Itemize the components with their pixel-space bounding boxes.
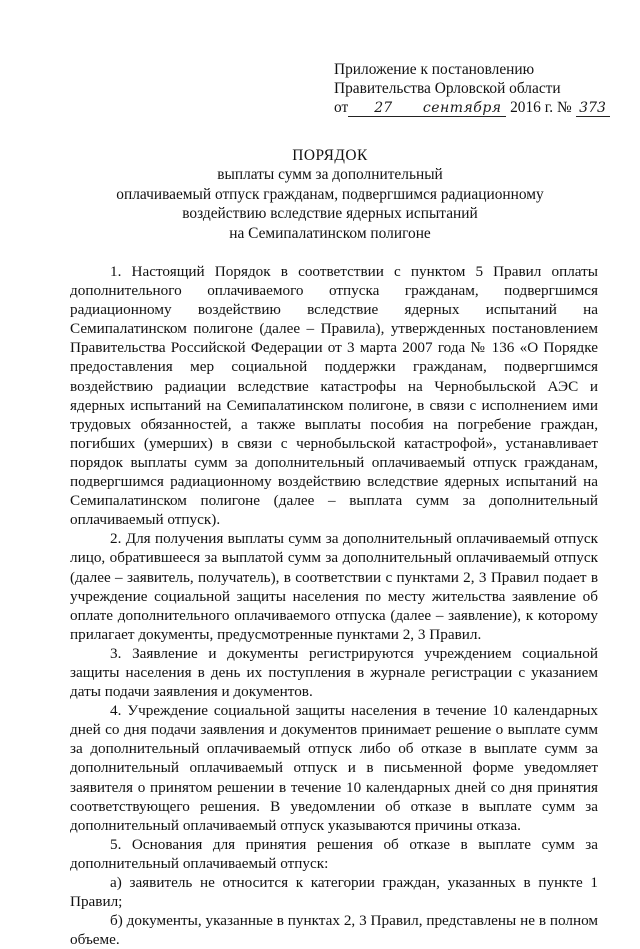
document-title bbox=[60, 146, 600, 243]
appendix-header bbox=[334, 60, 620, 117]
paragraph-5b: б) документы, указанные в пунктах 2, 3 Правил, представлены не в полном объеме. bbox=[70, 912, 598, 949]
title-line-2: оплачиваемый отпуск гражданам, подвергшимся радиационному bbox=[116, 185, 544, 203]
title-line-1: выплаты сумм за дополнительный bbox=[217, 166, 443, 184]
appendix-line-1: Приложение к постановлению bbox=[334, 61, 535, 78]
paragraph-5: 5. Основания для принятия решения об отказе в выплате сумм за дополнительный оплачиваемый отпуск: bbox=[70, 835, 598, 872]
appendix-line-2: Правительства Орловской области bbox=[334, 80, 561, 97]
appendix-date-line bbox=[334, 98, 620, 117]
title-heading: ПОРЯДОК bbox=[292, 147, 368, 164]
handwritten-month: сентября bbox=[418, 100, 506, 117]
paragraph-5a: а) заявитель не относится к категории граждан, указанных в пункте 1 Правил; bbox=[70, 874, 598, 911]
appendix-year-label: 2016 г. № bbox=[510, 99, 572, 116]
title-line-3: воздействию вследствие ядерных испытаний bbox=[182, 205, 478, 223]
title-line-4: на Семипалатинском полигоне bbox=[229, 224, 431, 242]
paragraph-1: 1. Настоящий Порядок в соответствии с пунктом 5 Правил оплаты дополнительного оплачиваемого отпуска гражданам, подвергшимся радиационному воздействию вследствие ядерных испытаний на Семипалатинском полигоне (далее – Правила), утвержденных постановлением Правительства Российской Федерации от 3 марта 2007 года № 136 «О Порядке предоставления мер социальной поддержки гражданам, подвергшимся воздействию радиации вследствие катастрофы на Чернобыльской АЭС и ядерных испытаний на Семипалатинском полигоне, в связи с исполнением ими трудовых обязанностей, а также выплаты пособия на погребение граждан, погибших (умерших) в связи с чернобыльской катастрофой», устанавливает порядок выплаты сумм за дополнительный оплачиваемый отпуск гражданам, подвергшимся радиационному воздействию вследствие ядерных испытаний на Семипалатинском полигоне (далее – выплата сумм за дополнительный оплачиваемый отпуск). bbox=[70, 263, 598, 529]
appendix-from-label: от bbox=[334, 99, 349, 116]
paragraph-4: 4. Учреждение социальной защиты населения в течение 10 календарных дней со дня подачи заявления и документов принимает решение о выплате сумм за дополнительный оплачиваемый отпуск либо об отказе в выплате сумм за дополнительный оплачиваемый отпуск и в письменной форме уведомляет заявителя о принятом решении в течение 10 календарных дней со дня принятия соответствующего решения. В уведомлении об отказе в выплате сумм за дополнительный оплачиваемый отпуск указываются причины отказа. bbox=[70, 702, 598, 834]
handwritten-number: 373 bbox=[576, 100, 610, 117]
paragraph-2: 2. Для получения выплаты сумм за дополнительный оплачиваемый отпуск лицо, обратившееся за выплатой сумм за дополнительный оплачиваемый отпуск (далее – заявитель, получатель), в соответствии с пунктами 2, 3 Правил подает в учреждение социальной защиты населения по месту жительства заявление об оплате дополнительного оплачиваемого отпуска (далее – заявление), к которому прилагает документы, предусмотренные пунктами 2, 3 Правил. bbox=[70, 530, 598, 643]
paragraph-3: 3. Заявление и документы регистрируются учреждением социальной защиты населения в день их поступления в журнале регистрации с указанием даты подачи заявления и документов. bbox=[70, 644, 598, 701]
document-body bbox=[70, 262, 598, 949]
handwritten-day: 27 bbox=[348, 100, 418, 117]
